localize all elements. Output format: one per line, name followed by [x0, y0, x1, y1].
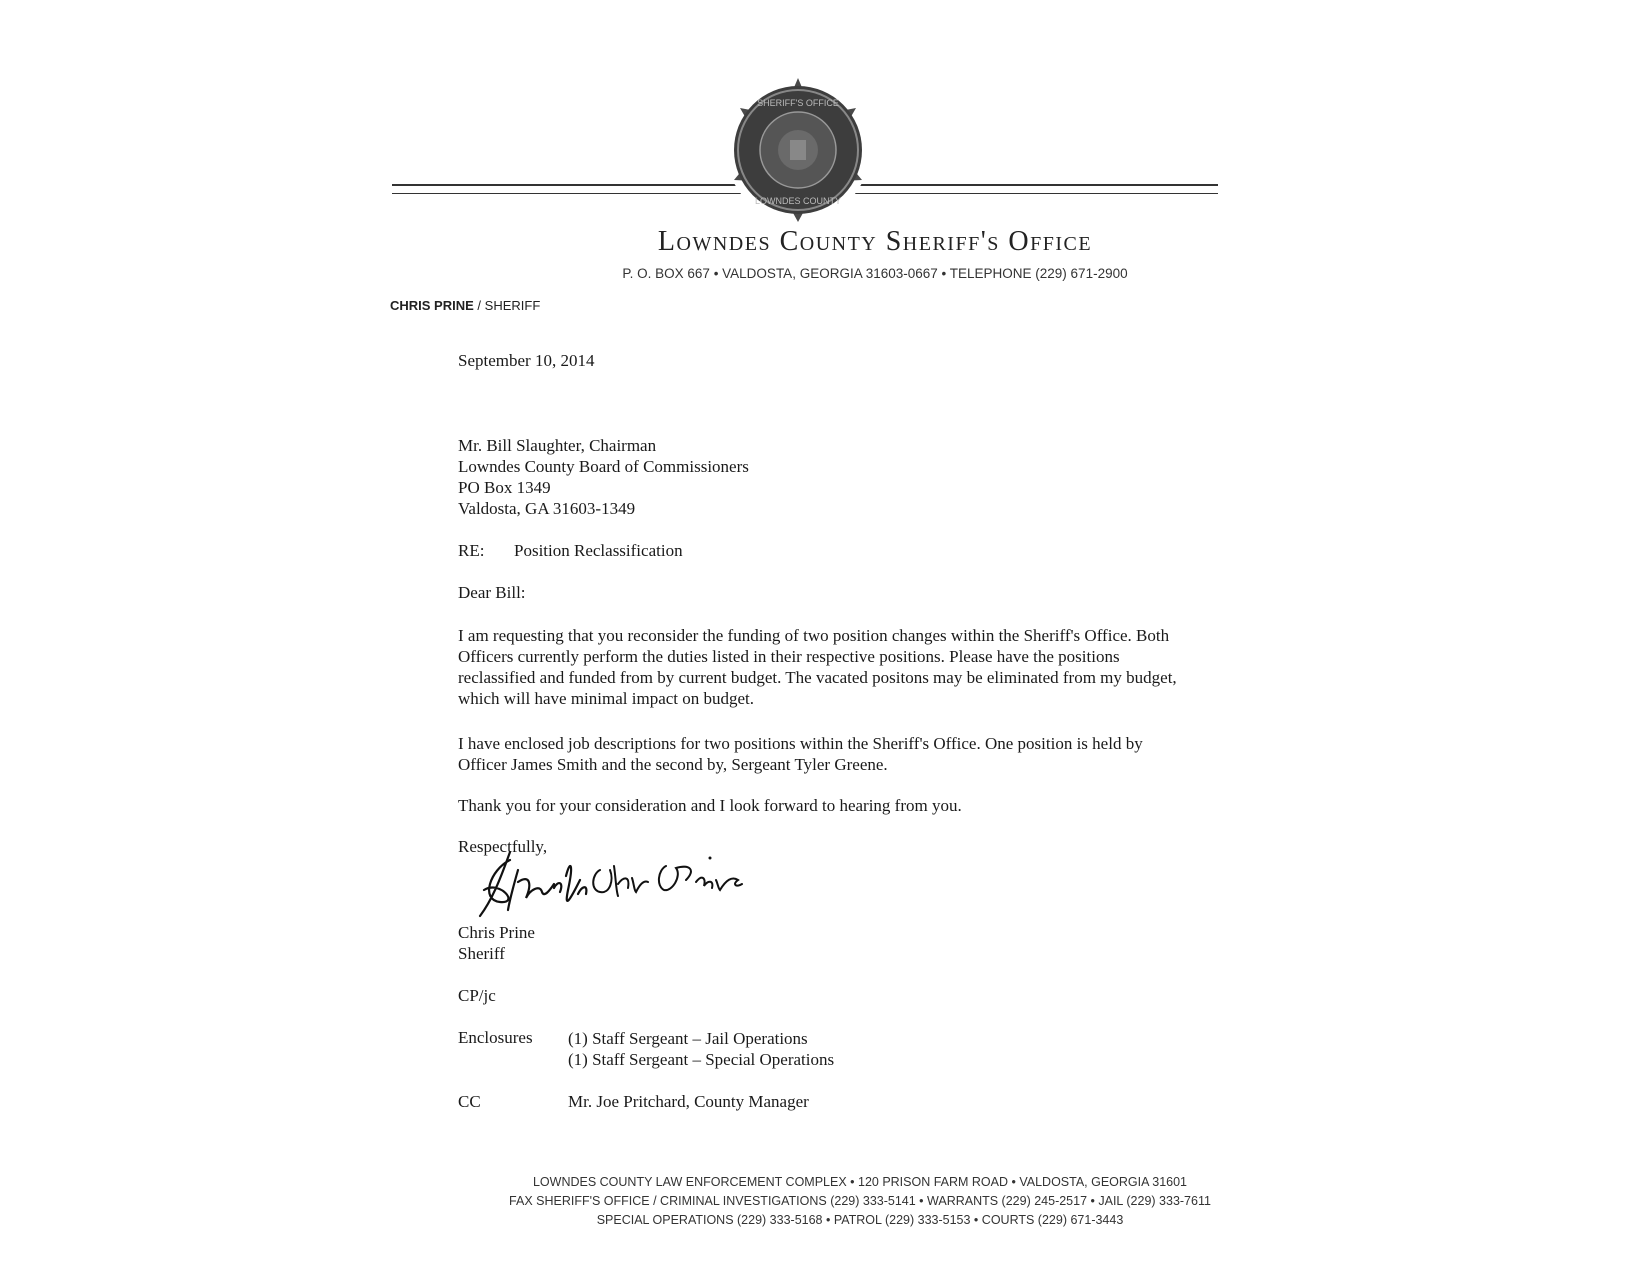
office-address: P. O. BOX 667 • VALDOSTA, GEORGIA 31603-0667 • TELEPHONE (229) 671-2900 — [622, 266, 1128, 281]
footer-line-1: LOWNDES COUNTY LAW ENFORCEMENT COMPLEX • 120 PRISON FARM ROAD • VALDOSTA, GEORGIA 31601 — [532, 1175, 1188, 1189]
recipient-line-2: Lowndes County Board of Commissioners — [458, 457, 749, 476]
signer-title: Sheriff — [458, 944, 505, 963]
body-paragraph-1: I am requesting that you reconsider the funding of two position changes within the Sheriff's Office. Both Officers currently perform the duties listed in their respective positions. Please have the positions reclassified and funded from by current budget. The vacated positons may be eliminated from my budget, which will have minimal impact on budget. — [458, 626, 1177, 708]
re-label: RE: — [458, 541, 485, 560]
sheriff-seal-icon — [724, 76, 872, 224]
typist-initials: CP/jc — [458, 986, 496, 1005]
office-name: Lowndes County Sheriff's Office — [657, 226, 1093, 257]
signer-name: Chris Prine — [458, 923, 535, 942]
enclosure-item-2: (1) Staff Sergeant – Special Operations — [568, 1050, 835, 1069]
recipient-line-3: PO Box 1349 — [458, 478, 551, 497]
footer-line-3: SPECIAL OPERATIONS (229) 333-5168 • PATROL (229) 333-5153 • COURTS (229) 671-3443 — [596, 1213, 1124, 1227]
enclosures-label: Enclosures — [458, 1028, 533, 1047]
cc-label: CC — [458, 1092, 481, 1111]
svg-text:LOWNDES COUNTY: LOWNDES COUNTY — [754, 196, 842, 206]
recipient-line-1: Mr. Bill Slaughter, Chairman — [458, 436, 657, 455]
closing: Respectfully, — [458, 837, 548, 856]
sheriff-title: / SHERIFF — [477, 298, 541, 313]
cc-recipient: Mr. Joe Pritchard, County Manager — [568, 1092, 809, 1111]
sheriff-name: CHRIS PRINE — [390, 298, 474, 313]
re-subject: Position Reclassification — [514, 541, 683, 560]
body-paragraph-2: I have enclosed job descriptions for two positions within the Sheriff's Office. One position is held by Officer James Smith and the second by, Sergeant Tyler Greene. — [458, 734, 1143, 774]
svg-text:SHERIFF'S OFFICE: SHERIFF'S OFFICE — [757, 98, 839, 108]
handwritten-signature — [470, 840, 770, 920]
recipient-line-4: Valdosta, GA 31603-1349 — [458, 499, 636, 518]
footer-line-2: FAX SHERIFF'S OFFICE / CRIMINAL INVESTIGATIONS (229) 333-5141 • WARRANTS (229) 245-2517 • JAIL (229) 333-7611 — [509, 1194, 1211, 1208]
sheriff-line — [390, 298, 540, 313]
body-paragraph-3: Thank you for your consideration and I look forward to hearing from you. — [458, 796, 962, 815]
enclosure-item-1: (1) Staff Sergeant – Jail Operations — [568, 1029, 808, 1048]
salutation: Dear Bill: — [458, 583, 526, 602]
letter-date: September 10, 2014 — [458, 351, 595, 370]
